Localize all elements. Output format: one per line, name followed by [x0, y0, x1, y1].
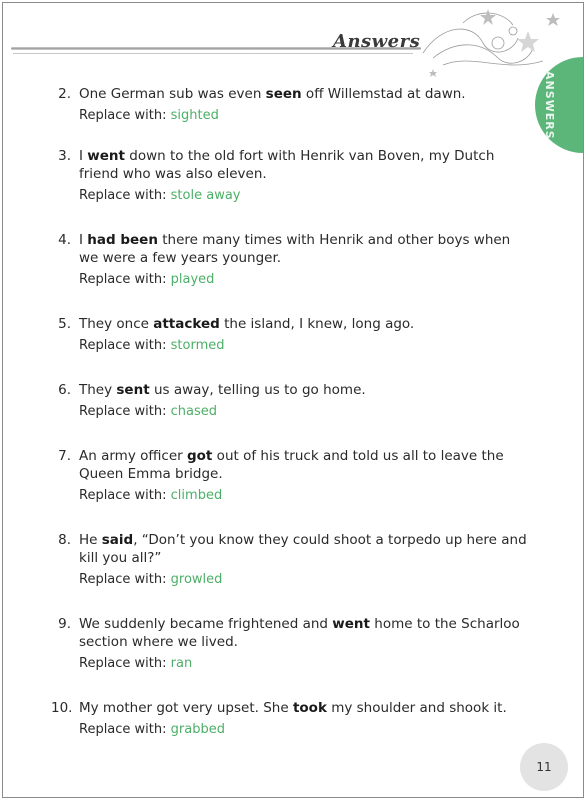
- item-sentence: I went down to the old fort with Henrik van Boven, my Dutch friend who was also eleven.: [79, 148, 495, 182]
- item-number: 3.: [58, 148, 71, 164]
- item-number: 4.: [58, 232, 71, 248]
- page-number: 11: [536, 760, 552, 774]
- item-sentence: An army officer got out of his truck and told us all to leave the Queen Emma bridge.: [79, 448, 504, 482]
- replace-line: Replace with: climbed: [79, 488, 223, 503]
- worksheet-page: [2, 2, 584, 798]
- target-word: attacked: [153, 316, 220, 332]
- item-number: 2.: [58, 86, 71, 102]
- replace-line: Replace with: sighted: [79, 108, 219, 123]
- item-sentence: They once attacked the island, I knew, long ago.: [79, 316, 415, 332]
- section-tab-label: ANSWERS: [543, 71, 556, 140]
- page-title: Answers: [333, 31, 421, 52]
- replace-line: Replace with: chased: [79, 404, 218, 419]
- item-sentence: We suddenly became frightened and went home to the Scharloo section where we lived.: [79, 616, 520, 650]
- replace-line: Replace with: stole away: [79, 188, 241, 203]
- answer-word: ran: [170, 656, 193, 671]
- replace-line: Replace with: played: [79, 272, 215, 287]
- replace-line: Replace with: stormed: [79, 338, 225, 353]
- target-word: went: [87, 148, 125, 164]
- target-word: seen: [265, 86, 302, 102]
- target-word: said: [101, 532, 134, 548]
- header-rule-thin: [13, 53, 413, 54]
- answer-word: sighted: [170, 108, 219, 123]
- target-word: sent: [116, 382, 150, 398]
- item-sentence: I had been there many times with Henrik and other boys when we were a few years younger.: [79, 232, 511, 266]
- answer-word: stole away: [170, 188, 241, 203]
- item-number: 5.: [58, 316, 71, 332]
- item-number: 6.: [58, 382, 71, 398]
- item-sentence: My mother got very upset. She took my shoulder and shook it.: [79, 700, 507, 716]
- answer-word: stormed: [170, 338, 225, 353]
- item-sentence: He said, “Don’t you know they could shoot a torpedo up here and kill you all?”: [79, 532, 527, 566]
- item-sentence: One German sub was even seen off Willemstad at dawn.: [79, 86, 466, 102]
- item-number: 7.: [58, 448, 71, 464]
- target-word: went: [332, 616, 370, 632]
- page-number-badge: [520, 743, 568, 791]
- target-word: took: [292, 700, 327, 716]
- replace-line: Replace with: growled: [79, 572, 223, 587]
- answer-word: growled: [170, 572, 223, 587]
- answer-word: climbed: [170, 488, 223, 503]
- item-number: 8.: [58, 532, 71, 548]
- replace-line: Replace with: grabbed: [79, 722, 225, 737]
- replace-line: Replace with: ran: [79, 656, 193, 671]
- item-sentence: They sent us away, telling us to go home.: [79, 382, 366, 398]
- target-word: had been: [87, 232, 158, 248]
- answer-word: played: [170, 272, 215, 287]
- item-number: 9.: [58, 616, 71, 632]
- answer-word: chased: [170, 404, 218, 419]
- answer-word: grabbed: [170, 722, 225, 737]
- target-word: got: [186, 448, 213, 464]
- item-number: 10.: [51, 700, 73, 716]
- section-tab: [535, 57, 584, 153]
